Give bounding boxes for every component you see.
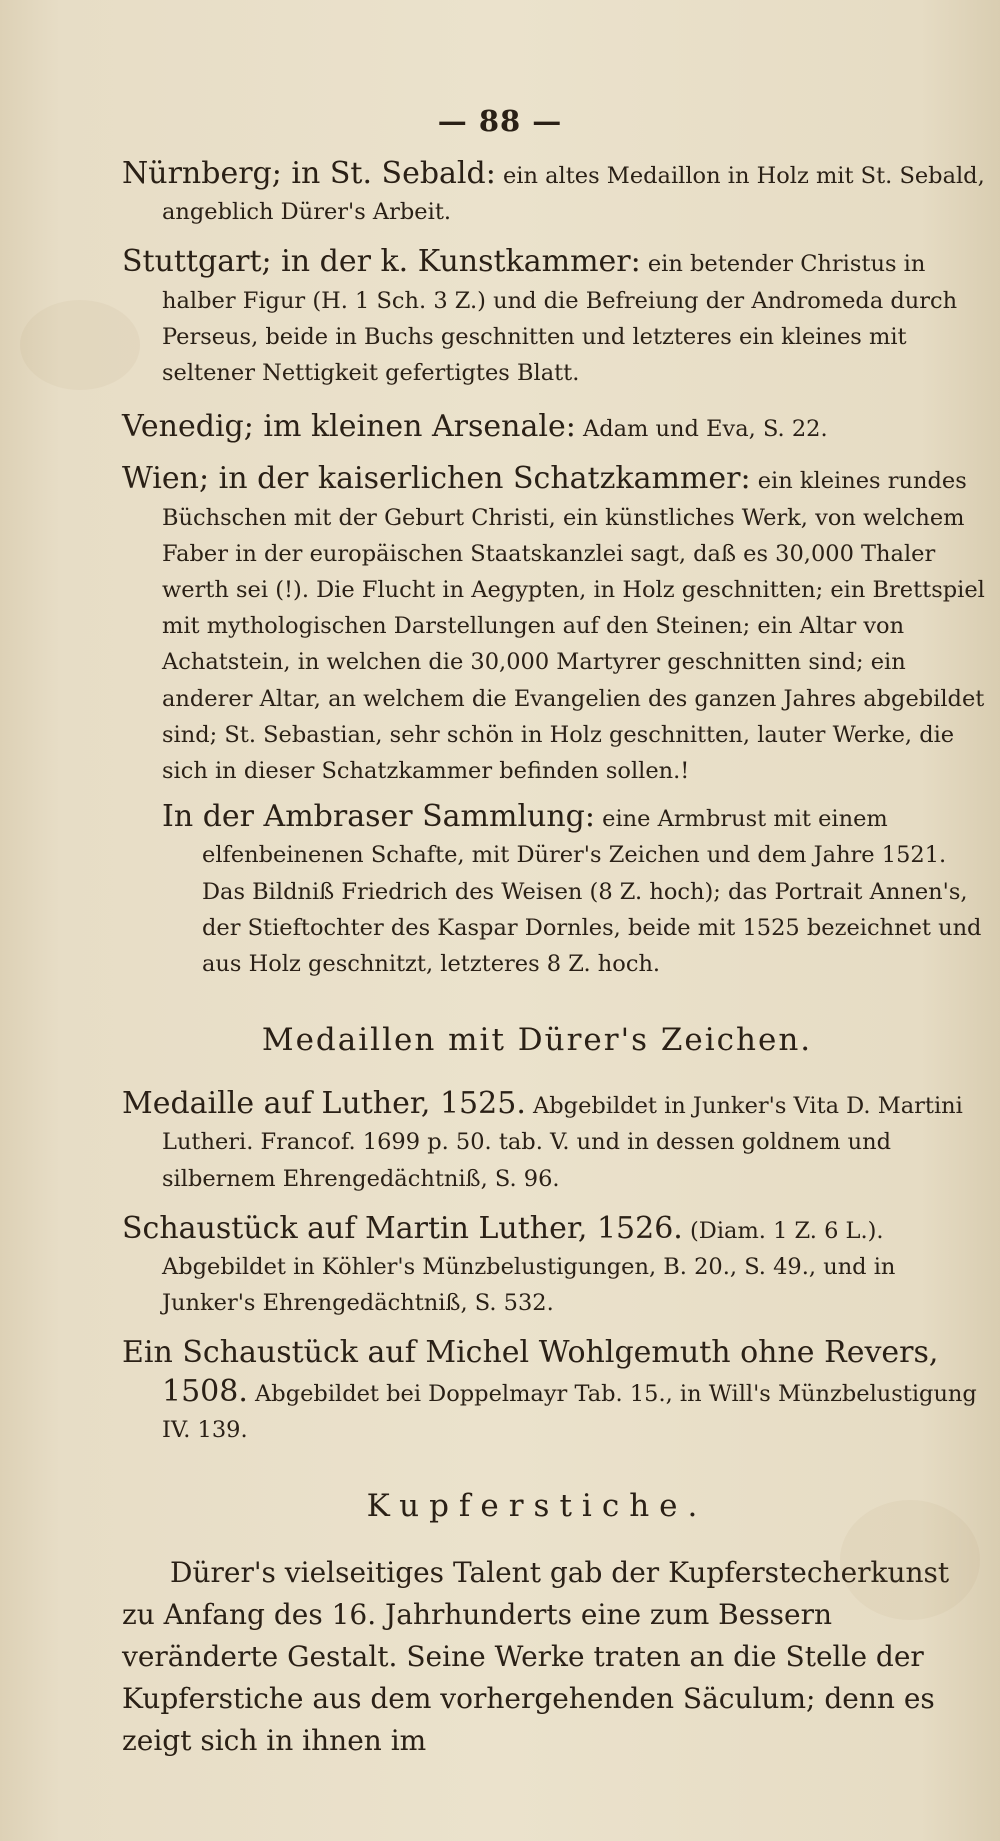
body-paragraph: Dürer's vielseitiges Talent gab der Kupferstecherkunst zu Anfang des 16. Jahrhunderts eine zum Bessern veränderte Gestalt. Seine Werke traten an die Stelle der Kupferstiche aus dem vorhergehenden Säculum; denn es zeigt sich in ihnen im xyxy=(122,1556,950,1758)
entry-heading: Ein Schaustück auf Michel Wohlgemuth ohne Revers, 1508. xyxy=(122,1335,939,1409)
paper-stain xyxy=(20,300,140,390)
entry-text: (Diam. 1 Z. 6 L.). Abgebildet in Köhler's Münzbelustigungen, B. 20., S. 49., und in Junker's Ehrengedächtniß, S. 532. xyxy=(162,1217,896,1317)
paper-stain xyxy=(840,1500,980,1620)
entry-heading: Nürnberg; in St. Sebald: xyxy=(122,156,496,191)
entry-ambras xyxy=(162,799,992,982)
entry-wien xyxy=(122,461,992,789)
entry-heading: Stuttgart; in der k. Kunstkammer: xyxy=(122,244,641,280)
entry-medaille-luther-1525 xyxy=(122,1086,992,1197)
section-heading-kupferstiche: Kupferstiche. xyxy=(366,1488,708,1525)
entry-schaustueck-wohlgemuth xyxy=(122,1335,992,1448)
entry-heading: Wien; in der kaiserlichen Schatzkammer: xyxy=(122,461,751,497)
entry-schaustueck-luther-1526 xyxy=(122,1211,992,1322)
entry-stuttgart xyxy=(122,244,992,391)
entry-text: ein altes Medaillon in Holz mit St. Sebald, angeblich Dürer's Arbeit. xyxy=(162,163,985,226)
entry-heading: Schaustück auf Martin Luther, 1526. xyxy=(122,1210,683,1246)
entry-text: Abgebildet bei Doppelmayr Tab. 15., in Will's Münzbelustigung IV. 139. xyxy=(162,1380,977,1443)
page-number: — 88 — xyxy=(437,104,563,138)
entry-text: Adam und Eva, S. 22. xyxy=(575,416,828,443)
entry-text: eine Armbrust mit einem elfenbeinenen Schafte, mit Dürer's Zeichen und dem Jahre 1521. Das Bildniß Friedrich des Weisen (8 Z. hoch); das Portrait Annen's, der Stieftochter des Kaspar Dornles, beide mit 1525 bezeichnet und aus Holz geschnitzt, letzteres 8 Z. hoch. xyxy=(202,806,982,978)
entry-nuernberg xyxy=(122,156,992,230)
entry-venedig xyxy=(122,409,992,447)
entry-text: ein kleines rundes Büchschen mit der Geburt Christi, ein künstliches Werk, von welchem Faber in der europäischen Staatskanzlei sagt, daß es 30,000 Thaler werth sei (!). Die Flucht in Aegypten, in Holz geschnitten; ein Brettspiel mit mythologischen Darstellungen auf den Steinen; ein Altar von Achatstein, in welchen die 30,000 Martyrer geschnitten sind; ein anderer Altar, an welchem die Evangelien des ganzen Jahres abgebildet sind; St. Sebastian, sehr schön in Holz geschnitten, lauter Werke, die sich in dieser Schatzkammer befinden sollen.! xyxy=(162,468,985,785)
entry-heading: In der Ambraser Sammlung: xyxy=(162,799,595,835)
entry-heading: Venedig; im kleinen Arsenale: xyxy=(122,409,576,445)
entry-heading: Medaille auf Luther, 1525. xyxy=(122,1086,526,1122)
section-heading-medaillen: Medaillen mit Dürer's Zeichen. xyxy=(261,1022,813,1059)
entry-text: ein betender Christus in halber Figur (H. 1 Sch. 3 Z.) und die Befreiung der Andromeda durch Perseus, beide in Buchs geschnitten und letzteres ein kleines mit seltener Nettigkeit gefertigtes Blatt. xyxy=(162,251,958,387)
entry-text: Abgebildet in Junker's Vita D. Martini Lutheri. Francof. 1699 p. 50. tab. V. und in dessen goldnem und silbernem Ehrengedächtniß, S. 96. xyxy=(162,1093,963,1192)
